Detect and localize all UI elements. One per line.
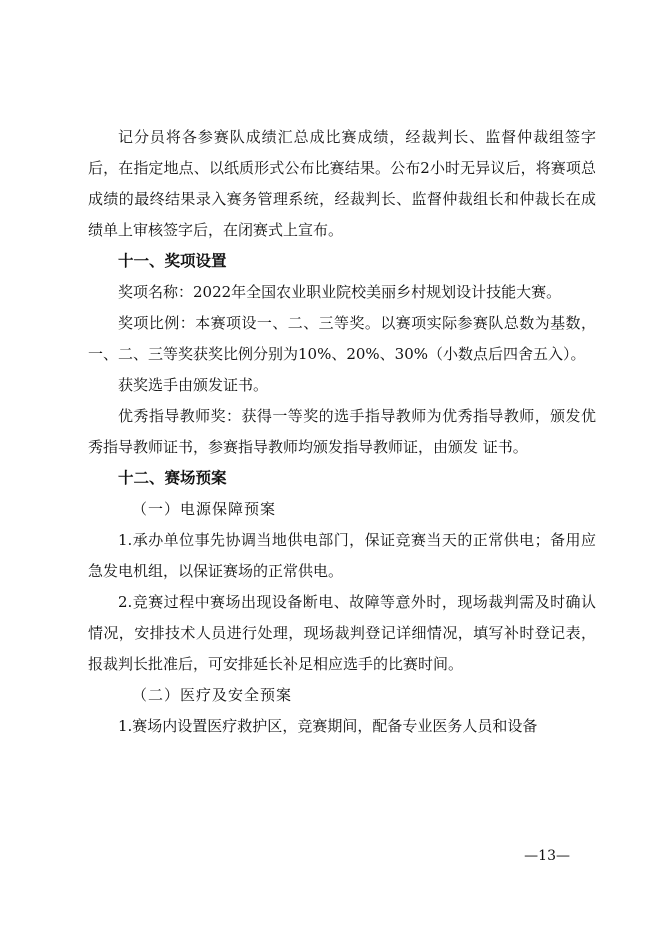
paragraph-power-2: 2.竞赛过程中赛场出现设备断电、故障等意外时，现场裁判需及时确认情况，安排技术人员进行处理，现场裁判登记详细情况，填写补时登记表，报裁判长批准后，可安排延长补足相应选手的比赛时间。 (88, 593, 596, 673)
paragraph-power-1: 1.承办单位事先协调当地供电部门，保证竞赛当天的正常供电；备用应急发电机组，以保证赛场的正常供电。 (88, 531, 596, 580)
subsection-heading-power: （一）电源保障预案 (132, 500, 277, 518)
paragraph-teacher-award: 优秀指导教师奖：获得一等奖的选手指导教师为优秀指导教师，颁发优秀指导教师证书，参赛指导教师均颁发指导教师证，由颁发 证书。 (88, 407, 596, 456)
paragraph-award-ratio: 奖项比例：本赛项设一、二、三等奖。以赛项实际参赛队总数为基数，一、二、三等奖获奖比例分别为10%、20%、30%（小数点后四舍五入）。 (88, 314, 596, 363)
paragraph-score-publication: 记分员将各参赛队成绩汇总成比赛成绩，经裁判长、监督仲裁组签字后，在指定地点、以纸质形式公布比赛结果。公布2小时无异议后，将赛项总成绩的最终结果录入赛务管理系统，经裁判长、监督仲裁组长和仲裁长在成绩单上审核签字后，在闭赛式上宣布。 (88, 128, 596, 239)
document-body (88, 122, 596, 742)
section-heading-awards: 十一、奖项设置 (118, 252, 227, 270)
paragraph-medical-1: 1.赛场内设置医疗救护区，竞赛期间，配备专业医务人员和设备 (118, 717, 538, 735)
section-heading-contingency-plans: 十二、赛场预案 (118, 469, 227, 487)
paragraph-award-name: 奖项名称：2022年全国农业职业院校美丽乡村规划设计技能大赛。 (118, 283, 562, 301)
paragraph-certificate: 获奖选手由颁发证书。 (118, 376, 269, 394)
page-number: —13— (524, 848, 570, 864)
subsection-heading-medical: （二）医疗及安全预案 (132, 686, 293, 704)
